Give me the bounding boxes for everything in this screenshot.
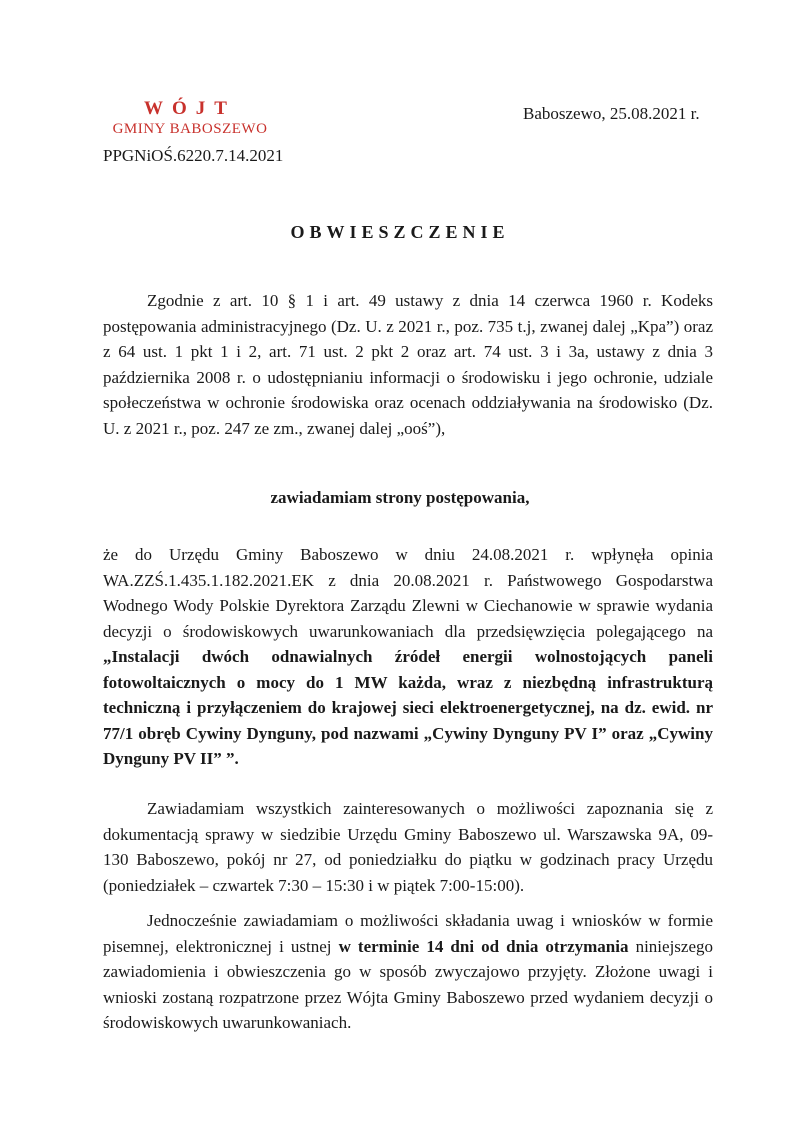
notice-heading: zawiadamiam strony postępowania, [270, 488, 530, 507]
stamp-subtitle: GMINY BABOSZEWO [112, 121, 268, 137]
opinion-text: że do Urzędu Gminy Baboszewo w dniu 24.08.2021 r. wpłynęła opinia WA.ZZŚ.1.435.1.182.2021.EK z dnia 20.08.2021 r. Państwowego Gospodarstwa Wodnego Wody Polskie Dyrektora Zarządu Zlewni w Ciechanowie w sprawie wydania decyzji o środowiskowych uwarunkowaniach dla przedsięwzięcia polegającego na [103, 545, 713, 641]
documentation-paragraph: Zawiadamiam wszystkich zainteresowanych o możliwości zapoznania się z dokumentacją sprawy w siedzibie Urzędu Gminy Baboszewo ul. Warszawska 9A, 09-130 Baboszewo, pokój nr 27, od poniedziałku do piątku w godzinach pracy Urzędu (poniedziałek – czwartek 7:30 – 15:30 i w piątek 7:00-15:00). [103, 799, 713, 895]
legal-basis-paragraph: Zgodnie z art. 10 § 1 i art. 49 ustawy z dnia 14 czerwca 1960 r. Kodeks postępowania administracyjnego (Dz. U. z 2021 r., poz. 735 t.j, zwanej dalej „Kpa”) oraz z 64 ust. 1 pkt 1 i 2, art. 71 ust. 2 pkt 2 oraz art. 74 ust. 3 i 3a, ustawy z dnia 3 października 2008 r. o udostępnianiu informacji o środowisku i jego ochronie, udziale społeczeństwa w ochronie środowiska oraz ocenach oddziaływania na środowisko (Dz. U. z 2021 r., poz. 247 ze zm., zwanej dalej „ooś”), [103, 291, 713, 438]
place-date: Baboszewo, 25.08.2021 r. [523, 104, 700, 123]
remarks-text-end: niniejszego zawiadomienia i obwieszczenia go w sposób zwyczajowo przyjęty. Złożone uwagi i wnioski zostaną rozpatrzone przez Wójta Gminy Baboszewo przed wydaniem decyzji o środowiskowych uwarunkowaniach. [103, 936, 714, 1032]
document-title: OBWIESZCZENIE [290, 222, 510, 242]
reference-number: PPGNiOŚ.6220.7.14.2021 [103, 146, 284, 165]
stamp-title: WÓJT [144, 98, 236, 119]
remarks-text-start: Jednocześnie zawiadamiam o możliwości składania uwag i wniosków w formie pisemnej, elektronicznej i ustnej [103, 911, 713, 956]
project-name: „Instalacji dwóch odnawialnych źródeł energii wolnostojących paneli fotowoltaicznych o mocy do 1 MW każda, wraz z niezbędną infrastrukturą techniczną i przyłączeniem do krajowej sieci elektroenergetycznej, na dz. ewid. nr 77/1 obręb Cywiny Dynguny, pod nazwami „Cywiny Dynguny PV I” oraz „Cywiny Dynguny PV II” ”. [103, 647, 713, 768]
remarks-paragraph [103, 908, 713, 1036]
remarks-deadline: w terminie 14 dni od dnia otrzymania [338, 936, 629, 956]
opinion-paragraph [103, 542, 713, 772]
official-stamp [100, 98, 280, 138]
